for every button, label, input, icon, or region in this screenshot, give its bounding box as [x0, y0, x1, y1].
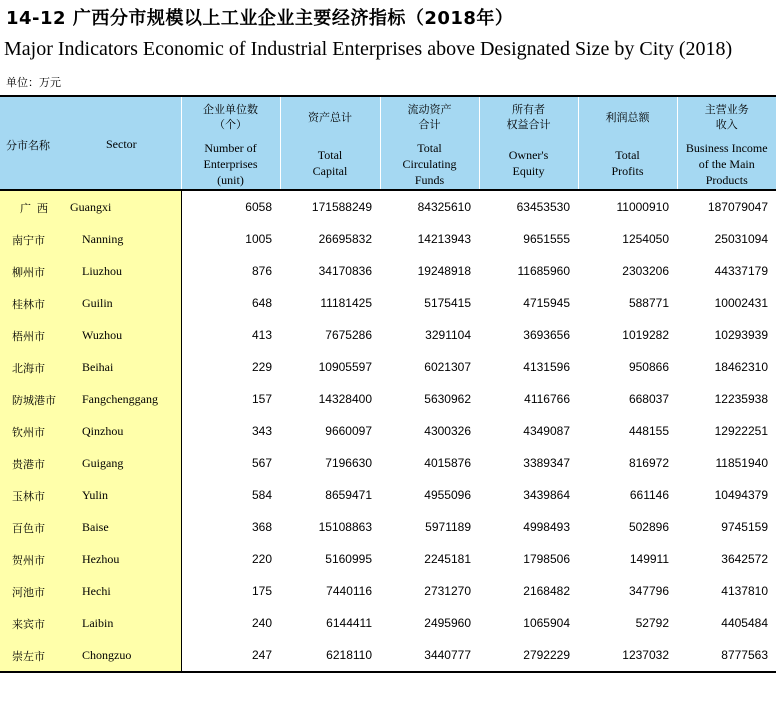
city-name-en: Guilin	[82, 296, 113, 310]
business-income-value: 4137810	[721, 584, 768, 598]
header-city-cn: 分市名称	[6, 139, 50, 152]
city-name-cell	[0, 223, 181, 255]
header-business-income	[677, 96, 776, 190]
total-profits-value: 588771	[628, 296, 669, 310]
enterprises-value: 240	[251, 616, 272, 630]
circulating-funds-value: 4300326	[424, 424, 471, 438]
city-name-cn: 防城港市	[12, 394, 56, 407]
owners-equity-value: 2168482	[523, 584, 570, 598]
table-row	[0, 255, 776, 287]
circulating-funds-value: 2731270	[424, 584, 471, 598]
circulating-funds-value: 4955096	[424, 488, 471, 502]
owners-equity-value: 2792229	[479, 639, 578, 672]
total-profits-value: 502896	[628, 520, 669, 534]
circulating-funds-value: 3291104	[425, 328, 471, 342]
city-name-cn: 贵港市	[12, 458, 45, 471]
business-income-value: 10494379	[714, 488, 768, 502]
circulating-funds-value: 3440777	[380, 639, 479, 672]
table-row	[0, 319, 776, 351]
table-row	[0, 607, 776, 639]
total-profits-value: 347796	[628, 584, 669, 598]
business-income-value: 187079047	[707, 200, 768, 214]
table-row	[0, 415, 776, 447]
total-capital-value: 34170836	[318, 264, 372, 278]
total-profits-value: 661146	[629, 488, 669, 502]
table-row	[0, 639, 776, 672]
city-name-cn: 柳州市	[12, 266, 45, 279]
enterprises-value: 6058	[245, 200, 272, 214]
owners-equity-value: 4131596	[523, 360, 570, 374]
circulating-funds-value: 84325610	[417, 200, 471, 214]
table-row	[0, 479, 776, 511]
circulating-funds-value: 19248918	[417, 264, 471, 278]
header-circulating-funds	[380, 96, 479, 190]
city-name-cell	[0, 639, 181, 672]
table-header-row	[0, 96, 776, 190]
header-city	[0, 96, 181, 190]
header-cn-line: 收入	[715, 118, 738, 131]
indicators-table	[0, 95, 776, 673]
header-cn-line: 企业单位数	[203, 103, 258, 116]
header-total-capital	[280, 96, 380, 190]
enterprises-value: 220	[251, 552, 272, 566]
total-capital-value: 15108863	[318, 520, 372, 534]
circulating-funds-value: 2495960	[424, 616, 471, 630]
circulating-funds-value: 5175415	[424, 296, 471, 310]
table-row	[0, 543, 776, 575]
total-capital-value: 7675286	[325, 328, 372, 342]
business-income-value: 12235938	[714, 392, 768, 406]
owners-equity-value: 3389347	[523, 456, 570, 470]
enterprises-value: 413	[251, 328, 272, 342]
circulating-funds-value: 5630962	[424, 392, 471, 406]
city-name-cell	[0, 319, 181, 351]
city-name-cn: 百色市	[12, 522, 45, 535]
unit-label: 单位：万元	[6, 76, 61, 89]
table-row	[0, 223, 776, 255]
city-name-en: Baise	[82, 520, 109, 534]
city-name-cn: 北海市	[12, 362, 45, 375]
city-name-en: Liuzhou	[82, 264, 122, 278]
business-income-value: 18462310	[714, 360, 768, 374]
header-en-line: Capital	[312, 164, 348, 178]
header-en-line: Profits	[611, 164, 644, 178]
city-name-cell	[0, 575, 181, 607]
business-income-value: 25031094	[714, 232, 768, 246]
city-name-en: Fangchenggang	[82, 392, 158, 406]
circulating-funds-value: 5971189	[425, 520, 471, 534]
enterprises-value: 229	[251, 360, 272, 374]
header-cn-line: 主营业务	[704, 103, 749, 116]
total-capital-value: 14328400	[318, 392, 372, 406]
owners-equity-value: 4998493	[523, 520, 570, 534]
header-en-line: Products	[705, 173, 748, 187]
city-name-cell	[0, 255, 181, 287]
enterprises-value: 584	[251, 488, 272, 502]
city-name-cn: 贺州市	[12, 554, 45, 567]
total-capital-value: 8659471	[325, 488, 372, 502]
city-name-en: Yulin	[82, 488, 109, 502]
header-en-line: Total	[317, 148, 343, 162]
header-owners-equity	[479, 96, 578, 190]
header-en-line: Total	[615, 148, 640, 162]
city-name-cell	[0, 351, 181, 383]
business-income-value: 8777563	[677, 639, 776, 672]
total-capital-value: 5160995	[325, 552, 372, 566]
total-profits-value: 448155	[628, 424, 669, 438]
table-row	[0, 447, 776, 479]
header-en-line: Business Income	[685, 141, 768, 155]
page-title-en: Major Indicators Economic of Industrial Enterprises above Designated Size by City (2018)	[4, 38, 733, 60]
owners-equity-value: 4715945	[523, 296, 570, 310]
owners-equity-value: 4349087	[523, 424, 570, 438]
enterprises-value: 368	[251, 520, 272, 534]
business-income-value: 11851940	[715, 456, 768, 470]
header-cn-line: 利润总额	[605, 111, 650, 124]
header-cn-line: 所有者	[512, 103, 545, 116]
page-title-cn: 14-12 广西分市规模以上工业企业主要经济指标（2018年）	[6, 8, 514, 29]
table-row	[0, 511, 776, 543]
header-en-line: Number of	[204, 141, 257, 155]
circulating-funds-value: 4015876	[424, 456, 471, 470]
header-en-line: Total	[417, 141, 442, 155]
total-capital-value: 9660097	[325, 424, 372, 438]
owners-equity-value: 11685960	[517, 264, 570, 278]
enterprises-value: 175	[251, 584, 272, 598]
enterprises-value: 567	[251, 456, 272, 470]
header-cn-line: 权益合计	[506, 118, 551, 131]
city-name-cn: 来宾市	[12, 618, 45, 631]
total-capital-value: 11181425	[320, 296, 372, 310]
business-income-value: 44337179	[714, 264, 768, 278]
business-income-value: 12922251	[714, 424, 768, 438]
city-name-en: Beihai	[82, 360, 114, 374]
owners-equity-value: 3693656	[523, 328, 570, 342]
header-cn-line: （个）	[214, 118, 247, 131]
city-name-cell	[0, 607, 181, 639]
enterprises-value: 876	[251, 264, 272, 278]
city-name-en: Hechi	[82, 584, 111, 598]
city-name-cell	[0, 383, 181, 415]
enterprises-value: 648	[251, 296, 272, 310]
business-income-value: 9745159	[721, 520, 768, 534]
city-name-cell	[0, 447, 181, 479]
city-name-cn: 南宁市	[12, 234, 45, 247]
city-name-cn: 玉林市	[12, 490, 45, 503]
business-income-value: 4405484	[721, 616, 768, 630]
total-profits-value: 149911	[629, 552, 669, 566]
city-name-en: Qinzhou	[82, 424, 124, 438]
header-en-line: Funds	[414, 173, 445, 187]
total-profits-value: 1254050	[622, 232, 669, 246]
enterprises-value: 1005	[245, 232, 272, 246]
total-profits-value: 2303206	[622, 264, 669, 278]
header-en-line: Circulating	[402, 157, 457, 171]
header-city-en: Sector	[106, 137, 137, 151]
total-capital-value: 26695832	[318, 232, 372, 246]
header-cn-line: 合计	[418, 118, 441, 131]
city-name-cell	[0, 415, 181, 447]
total-capital-value: 171588249	[311, 200, 372, 214]
city-name-en: Wuzhou	[82, 328, 123, 342]
header-en-line: Owner's	[508, 148, 549, 162]
owners-equity-value: 1065904	[523, 616, 570, 630]
city-name-en: Laibin	[82, 616, 114, 630]
city-name-cn: 河池市	[12, 586, 45, 599]
total-profits-value: 816972	[628, 456, 669, 470]
city-name-en: Guigang	[82, 456, 124, 470]
header-en-line: Equity	[512, 164, 545, 178]
city-name-cn: 梧州市	[12, 330, 45, 343]
city-name-cell	[0, 190, 181, 223]
enterprises-value: 247	[181, 639, 280, 672]
table-row	[0, 287, 776, 319]
header-enterprises	[181, 96, 280, 190]
total-profits-value: 1237032	[578, 639, 677, 672]
business-income-value: 10002431	[714, 296, 768, 310]
total-capital-value: 6218110	[280, 639, 380, 672]
table-row	[0, 351, 776, 383]
business-income-value: 3642572	[721, 552, 768, 566]
header-cn-line: 流动资产	[407, 103, 452, 116]
header-en-line: Enterprises	[203, 157, 258, 171]
city-name-cell	[0, 543, 181, 575]
enterprises-value: 343	[251, 424, 272, 438]
total-profits-value: 668037	[628, 392, 669, 406]
total-profits-value: 1019282	[622, 328, 669, 342]
city-name-cell	[0, 511, 181, 543]
city-name-en: Nanning	[82, 232, 124, 246]
city-name-en: Hezhou	[82, 552, 120, 566]
enterprises-value: 157	[251, 392, 272, 406]
city-name-cn: 桂林市	[12, 298, 45, 311]
header-total-profits	[578, 96, 677, 190]
circulating-funds-value: 6021307	[424, 360, 471, 374]
total-capital-value: 10905597	[318, 360, 372, 374]
header-en-line: of the Main	[698, 157, 755, 171]
table-row	[0, 190, 776, 223]
total-capital-value: 7196630	[325, 456, 372, 470]
total-capital-value: 7440116	[326, 584, 372, 598]
circulating-funds-value: 14213943	[417, 232, 471, 246]
owners-equity-value: 9651555	[523, 232, 570, 246]
table-body	[0, 190, 776, 672]
city-name-cn: 崇左市	[12, 650, 45, 663]
total-profits-value: 11000910	[616, 200, 669, 214]
owners-equity-value: 63453530	[516, 200, 570, 214]
table-row	[0, 383, 776, 415]
header-cn-line: 资产总计	[308, 111, 352, 124]
owners-equity-value: 4116766	[524, 392, 570, 406]
total-profits-value: 950866	[628, 360, 669, 374]
city-name-cn: 钦州市	[12, 426, 45, 439]
city-name-cell	[0, 287, 181, 319]
city-name-cn: 广西	[20, 202, 54, 215]
table-row	[0, 575, 776, 607]
business-income-value: 10293939	[714, 328, 768, 342]
total-profits-value: 52792	[635, 616, 669, 630]
owners-equity-value: 1798506	[523, 552, 570, 566]
city-name-cell	[0, 479, 181, 511]
header-en-line: (unit)	[217, 173, 244, 187]
total-capital-value: 6144411	[326, 616, 372, 630]
circulating-funds-value: 2245181	[424, 552, 471, 566]
city-name-en: Guangxi	[70, 200, 112, 214]
city-name-en: Chongzuo	[82, 648, 132, 662]
owners-equity-value: 3439864	[523, 488, 570, 502]
